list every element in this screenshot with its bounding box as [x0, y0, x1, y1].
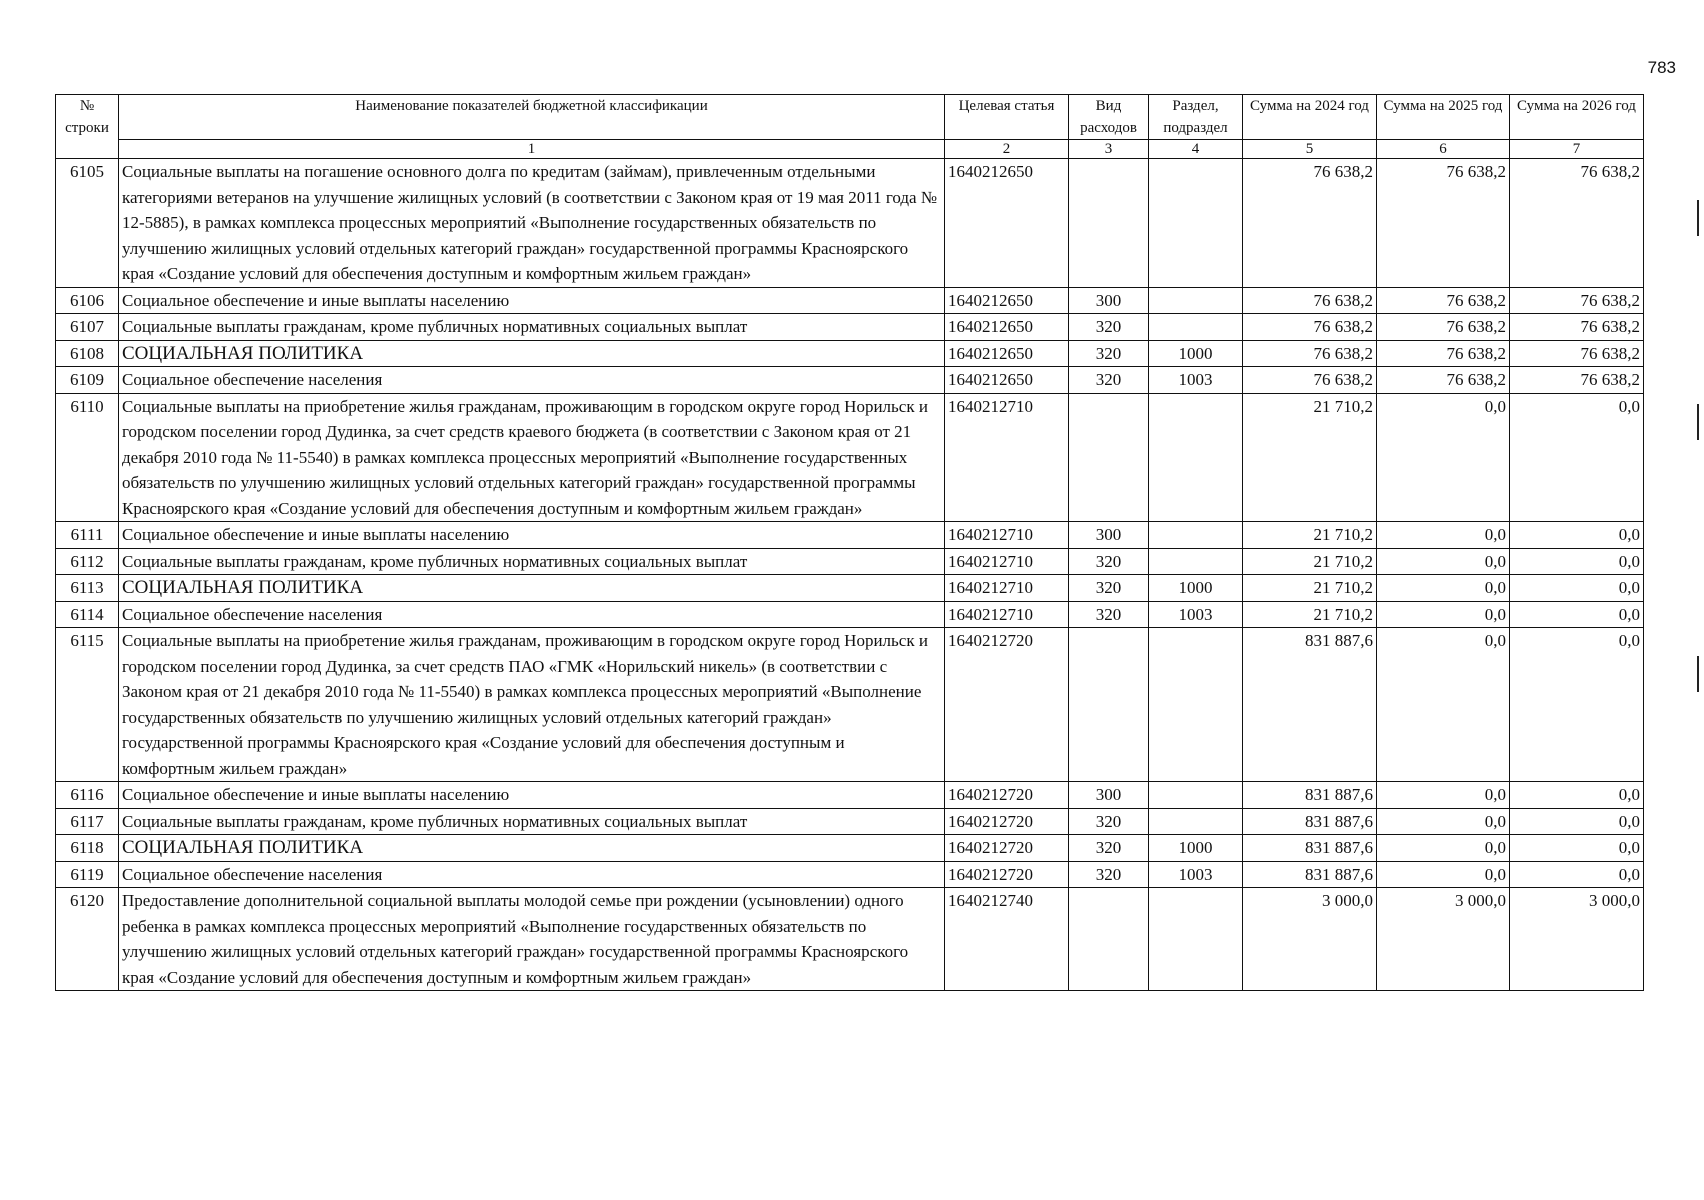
row-number: 6112 [56, 548, 119, 575]
section-code [1149, 287, 1243, 314]
budget-table [55, 94, 1644, 991]
amount-2025: 76 638,2 [1377, 159, 1510, 288]
section-code: 1000 [1149, 340, 1243, 367]
table-row [56, 575, 1644, 602]
column-number-row [56, 140, 1644, 159]
target-article: 1640212740 [945, 888, 1069, 991]
amount-2025: 76 638,2 [1377, 340, 1510, 367]
table-row [56, 314, 1644, 341]
row-number: 6105 [56, 159, 119, 288]
row-number: 6107 [56, 314, 119, 341]
expense-kind: 320 [1069, 575, 1149, 602]
amount-2025: 0,0 [1377, 861, 1510, 888]
amount-2025: 0,0 [1377, 522, 1510, 549]
amount-2025: 0,0 [1377, 782, 1510, 809]
header-section: Раздел, подраздел [1149, 95, 1243, 140]
amount-2026: 76 638,2 [1510, 340, 1644, 367]
indicator-name: Социальное обеспечение и иные выплаты населению [119, 782, 945, 809]
indicator-name: Социальные выплаты гражданам, кроме публичных нормативных социальных выплат [119, 548, 945, 575]
column-number: 5 [1243, 140, 1377, 159]
table-row [56, 287, 1644, 314]
section-code [1149, 782, 1243, 809]
target-article: 1640212650 [945, 367, 1069, 394]
scan-margin-mark [1697, 200, 1699, 236]
amount-2024: 76 638,2 [1243, 287, 1377, 314]
target-article: 1640212720 [945, 782, 1069, 809]
header-sum-2025: Сумма на 2025 год [1377, 95, 1510, 140]
header-row-no: № строки [56, 95, 119, 159]
amount-2025: 0,0 [1377, 628, 1510, 782]
table-row [56, 835, 1644, 862]
section-code [1149, 393, 1243, 522]
table-row [56, 393, 1644, 522]
section-code: 1000 [1149, 835, 1243, 862]
target-article: 1640212720 [945, 628, 1069, 782]
row-number: 6120 [56, 888, 119, 991]
indicator-name: Социальные выплаты на приобретение жилья гражданам, проживающим в городском округе город Норильск и городском поселении город Дудинка, за счет средств краевого бюджета (в соответствии с Законом края от 21 декабря 2010 года № 11-5540) в рамках комплекса процессных мероприятий «Выполнение государственных обязательств по улучшению жилищных условий отдельных категорий граждан» государственной программы Красноярского края «Создание условий для обеспечения доступным и комфортным жильем граждан» [119, 393, 945, 522]
amount-2024: 21 710,2 [1243, 548, 1377, 575]
amount-2026: 0,0 [1510, 522, 1644, 549]
table-row [56, 888, 1644, 991]
indicator-name: Социальные выплаты гражданам, кроме публичных нормативных социальных выплат [119, 314, 945, 341]
amount-2026: 0,0 [1510, 782, 1644, 809]
indicator-name: Социальные выплаты на приобретение жилья гражданам, проживающим в городском округе город Норильск и городском поселении город Дудинка, за счет средств ПАО «ГМК «Норильский никель» (в соответствии с Законом края от 21 декабря 2010 года № 11-5540) в рамках комплекса процессных мероприятий «Выполнение государственных обязательств по улучшению жилищных условий отдельных категорий граждан» государственной программы Красноярского края «Создание условий для обеспечения доступным и комфортным жильем граждан» [119, 628, 945, 782]
header-target: Целевая статья [945, 95, 1069, 140]
amount-2026: 0,0 [1510, 575, 1644, 602]
amount-2024: 831 887,6 [1243, 861, 1377, 888]
section-code: 1003 [1149, 601, 1243, 628]
row-number: 6116 [56, 782, 119, 809]
scan-margin-mark [1697, 656, 1699, 692]
target-article: 1640212710 [945, 548, 1069, 575]
table-row [56, 628, 1644, 782]
indicator-name: Социальное обеспечение населения [119, 367, 945, 394]
amount-2025: 0,0 [1377, 601, 1510, 628]
section-code [1149, 808, 1243, 835]
section-code [1149, 888, 1243, 991]
target-article: 1640212710 [945, 522, 1069, 549]
amount-2024: 831 887,6 [1243, 835, 1377, 862]
row-number: 6114 [56, 601, 119, 628]
column-number: 1 [119, 140, 945, 159]
amount-2026: 0,0 [1510, 808, 1644, 835]
amount-2025: 76 638,2 [1377, 367, 1510, 394]
target-article: 1640212720 [945, 808, 1069, 835]
row-number: 6119 [56, 861, 119, 888]
expense-kind: 320 [1069, 548, 1149, 575]
amount-2026: 76 638,2 [1510, 159, 1644, 288]
expense-kind: 320 [1069, 835, 1149, 862]
amount-2025: 76 638,2 [1377, 287, 1510, 314]
table-row [56, 522, 1644, 549]
target-article: 1640212720 [945, 861, 1069, 888]
amount-2024: 3 000,0 [1243, 888, 1377, 991]
section-code [1149, 159, 1243, 288]
header-row [56, 95, 1644, 140]
amount-2024: 76 638,2 [1243, 159, 1377, 288]
amount-2024: 831 887,6 [1243, 808, 1377, 835]
row-number: 6111 [56, 522, 119, 549]
amount-2025: 0,0 [1377, 835, 1510, 862]
amount-2024: 21 710,2 [1243, 522, 1377, 549]
row-number: 6115 [56, 628, 119, 782]
amount-2026: 0,0 [1510, 548, 1644, 575]
amount-2024: 831 887,6 [1243, 628, 1377, 782]
indicator-name: СОЦИАЛЬНАЯ ПОЛИТИКА [119, 340, 945, 367]
table-row [56, 159, 1644, 288]
table-row [56, 782, 1644, 809]
row-number: 6106 [56, 287, 119, 314]
expense-kind: 320 [1069, 367, 1149, 394]
header-kind: Вид расходов [1069, 95, 1149, 140]
header-name: Наименование показателей бюджетной классификации [119, 95, 945, 140]
amount-2026: 76 638,2 [1510, 314, 1644, 341]
target-article: 1640212710 [945, 601, 1069, 628]
amount-2026: 76 638,2 [1510, 367, 1644, 394]
amount-2026: 0,0 [1510, 835, 1644, 862]
amount-2024: 76 638,2 [1243, 367, 1377, 394]
amount-2026: 76 638,2 [1510, 287, 1644, 314]
target-article: 1640212650 [945, 340, 1069, 367]
expense-kind [1069, 888, 1149, 991]
expense-kind: 320 [1069, 861, 1149, 888]
indicator-name: Социальное обеспечение населения [119, 601, 945, 628]
table-row [56, 367, 1644, 394]
header-sum-2024: Сумма на 2024 год [1243, 95, 1377, 140]
amount-2025: 0,0 [1377, 393, 1510, 522]
section-code [1149, 628, 1243, 782]
expense-kind: 320 [1069, 314, 1149, 341]
indicator-name: СОЦИАЛЬНАЯ ПОЛИТИКА [119, 575, 945, 602]
column-number: 4 [1149, 140, 1243, 159]
column-number: 2 [945, 140, 1069, 159]
scan-margin-mark [1697, 404, 1699, 440]
table-row [56, 548, 1644, 575]
indicator-name: Социальные выплаты на погашение основного долга по кредитам (займам), привлеченным отдельными категориями ветеранов на улучшение жилищных условий (в соответствии с Законом края от 19 мая 2011 года № 12-5885), в рамках комплекса процессных мероприятий «Выполнение государственных обязательств по улучшению жилищных условий отдельных категорий граждан» государственной программы Красноярского края «Создание условий для обеспечения доступным и комфортным жильем граждан» [119, 159, 945, 288]
indicator-name: Социальные выплаты гражданам, кроме публичных нормативных социальных выплат [119, 808, 945, 835]
expense-kind [1069, 159, 1149, 288]
table-row [56, 601, 1644, 628]
amount-2024: 76 638,2 [1243, 314, 1377, 341]
amount-2026: 0,0 [1510, 601, 1644, 628]
amount-2026: 3 000,0 [1510, 888, 1644, 991]
target-article: 1640212710 [945, 575, 1069, 602]
section-code [1149, 522, 1243, 549]
section-code [1149, 314, 1243, 341]
section-code [1149, 548, 1243, 575]
column-number: 7 [1510, 140, 1644, 159]
expense-kind [1069, 628, 1149, 782]
indicator-name: Социальное обеспечение населения [119, 861, 945, 888]
expense-kind: 300 [1069, 287, 1149, 314]
page-number: 783 [1647, 58, 1676, 77]
target-article: 1640212650 [945, 314, 1069, 341]
amount-2026: 0,0 [1510, 393, 1644, 522]
table-row [56, 340, 1644, 367]
expense-kind [1069, 393, 1149, 522]
table-row [56, 808, 1644, 835]
amount-2024: 76 638,2 [1243, 340, 1377, 367]
indicator-name: Предоставление дополнительной социальной выплаты молодой семье при рождении (усыновлении) одного ребенка в рамках комплекса процессных мероприятий «Выполнение государственных обязательств по улучшению жилищных условий отдельных категорий граждан» государственной программы Красноярского края «Создание условий для обеспечения доступным и комфортным жильем граждан» [119, 888, 945, 991]
column-number: 3 [1069, 140, 1149, 159]
table-row [56, 861, 1644, 888]
row-number: 6108 [56, 340, 119, 367]
indicator-name: Социальное обеспечение и иные выплаты населению [119, 287, 945, 314]
amount-2024: 21 710,2 [1243, 601, 1377, 628]
row-number: 6109 [56, 367, 119, 394]
expense-kind: 300 [1069, 522, 1149, 549]
amount-2025: 0,0 [1377, 548, 1510, 575]
expense-kind: 300 [1069, 782, 1149, 809]
amount-2024: 21 710,2 [1243, 393, 1377, 522]
amount-2026: 0,0 [1510, 628, 1644, 782]
amount-2024: 21 710,2 [1243, 575, 1377, 602]
amount-2024: 831 887,6 [1243, 782, 1377, 809]
row-number: 6117 [56, 808, 119, 835]
amount-2026: 0,0 [1510, 861, 1644, 888]
amount-2025: 3 000,0 [1377, 888, 1510, 991]
amount-2025: 0,0 [1377, 808, 1510, 835]
amount-2025: 0,0 [1377, 575, 1510, 602]
column-number: 6 [1377, 140, 1510, 159]
row-number: 6110 [56, 393, 119, 522]
target-article: 1640212720 [945, 835, 1069, 862]
amount-2025: 76 638,2 [1377, 314, 1510, 341]
target-article: 1640212650 [945, 159, 1069, 288]
target-article: 1640212650 [945, 287, 1069, 314]
section-code: 1003 [1149, 367, 1243, 394]
row-number: 6113 [56, 575, 119, 602]
expense-kind: 320 [1069, 808, 1149, 835]
header-sum-2026: Сумма на 2026 год [1510, 95, 1644, 140]
expense-kind: 320 [1069, 340, 1149, 367]
target-article: 1640212710 [945, 393, 1069, 522]
indicator-name: СОЦИАЛЬНАЯ ПОЛИТИКА [119, 835, 945, 862]
section-code: 1000 [1149, 575, 1243, 602]
expense-kind: 320 [1069, 601, 1149, 628]
section-code: 1003 [1149, 861, 1243, 888]
row-number: 6118 [56, 835, 119, 862]
indicator-name: Социальное обеспечение и иные выплаты населению [119, 522, 945, 549]
